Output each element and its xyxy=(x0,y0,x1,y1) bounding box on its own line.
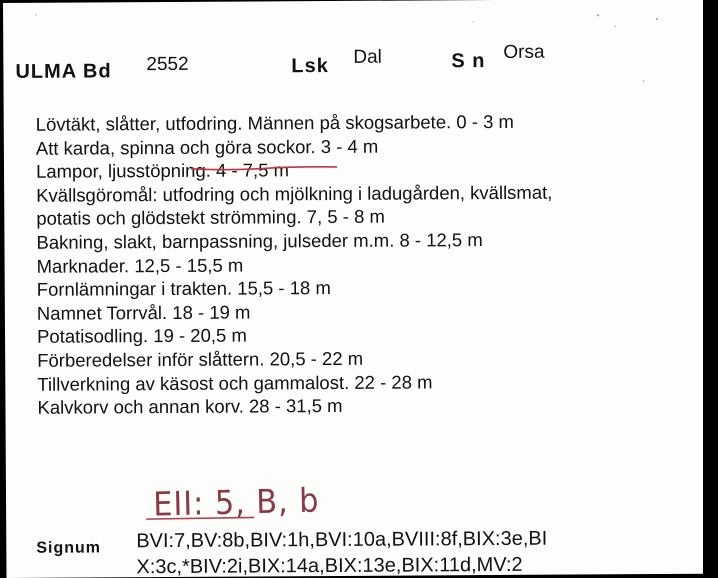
content-line: Namnet Torrvål. 18 - 19 m xyxy=(36,301,251,324)
content-line: Bakning, slakt, barnpassning, julseder m.m. 8 - 12,5 m xyxy=(36,229,483,253)
archive-card xyxy=(3,0,706,578)
content-line: Marknader. 12,5 - 15,5 m xyxy=(36,254,244,277)
signum-label: Signum xyxy=(36,539,102,557)
content-line: Potatisodling. 19 - 20,5 m xyxy=(36,324,247,348)
barnpassning-underline xyxy=(189,165,339,172)
content-line: Kalvkorv och annan korv. 28 - 31,5 m xyxy=(37,395,343,418)
handwritten-note: EII: 5, B, b xyxy=(152,480,320,524)
ulma-number: 2552 xyxy=(146,53,189,76)
signum-line-2: X:3c,*BIV:2i,BIX:14a,BIX:13e,BIX:11d,MV:2 xyxy=(136,553,523,578)
content-line: potatis och glödstekt strömming. 7, 5 - 8 m xyxy=(36,206,385,230)
signum-codes xyxy=(136,525,696,578)
content-line: Kvällsgöromål: utfodring och mjölkning i ladugården, kvällsmat, xyxy=(36,181,553,206)
lsk-value: Dal xyxy=(353,46,382,68)
content-line: Tillverkning av käsost och gammalost. 22 - 28 m xyxy=(37,370,433,395)
content-line: Fornlämningar i trakten. 15,5 - 18 m xyxy=(36,277,331,300)
content-line: Lampor, ljusstöpning. 4 - 7,5 m xyxy=(35,159,290,182)
ulma-label: ULMA Bd xyxy=(15,60,112,83)
lsk-label: Lsk xyxy=(291,55,329,78)
handwritten-underline xyxy=(146,515,256,522)
card-header xyxy=(15,39,695,83)
content-line: Lövtäkt, slåtter, utfodring. Männen på skogsarbete. 0 - 3 m xyxy=(35,110,514,135)
content-lines xyxy=(36,110,554,420)
content-line: Att karda, spinna och göra sockor. 3 - 4 m xyxy=(35,135,379,159)
signum-line-1: BVI:7,BV:8b,BIV:1h,BVI:10a,BVIII:8f,BIX:3e,BI xyxy=(136,527,548,553)
sn-label: S n xyxy=(451,50,486,73)
content-line: Förberedelser inför slåttern. 20,5 - 22 m xyxy=(37,347,364,371)
sn-value: Orsa xyxy=(503,41,545,63)
scan-edge xyxy=(703,0,718,578)
